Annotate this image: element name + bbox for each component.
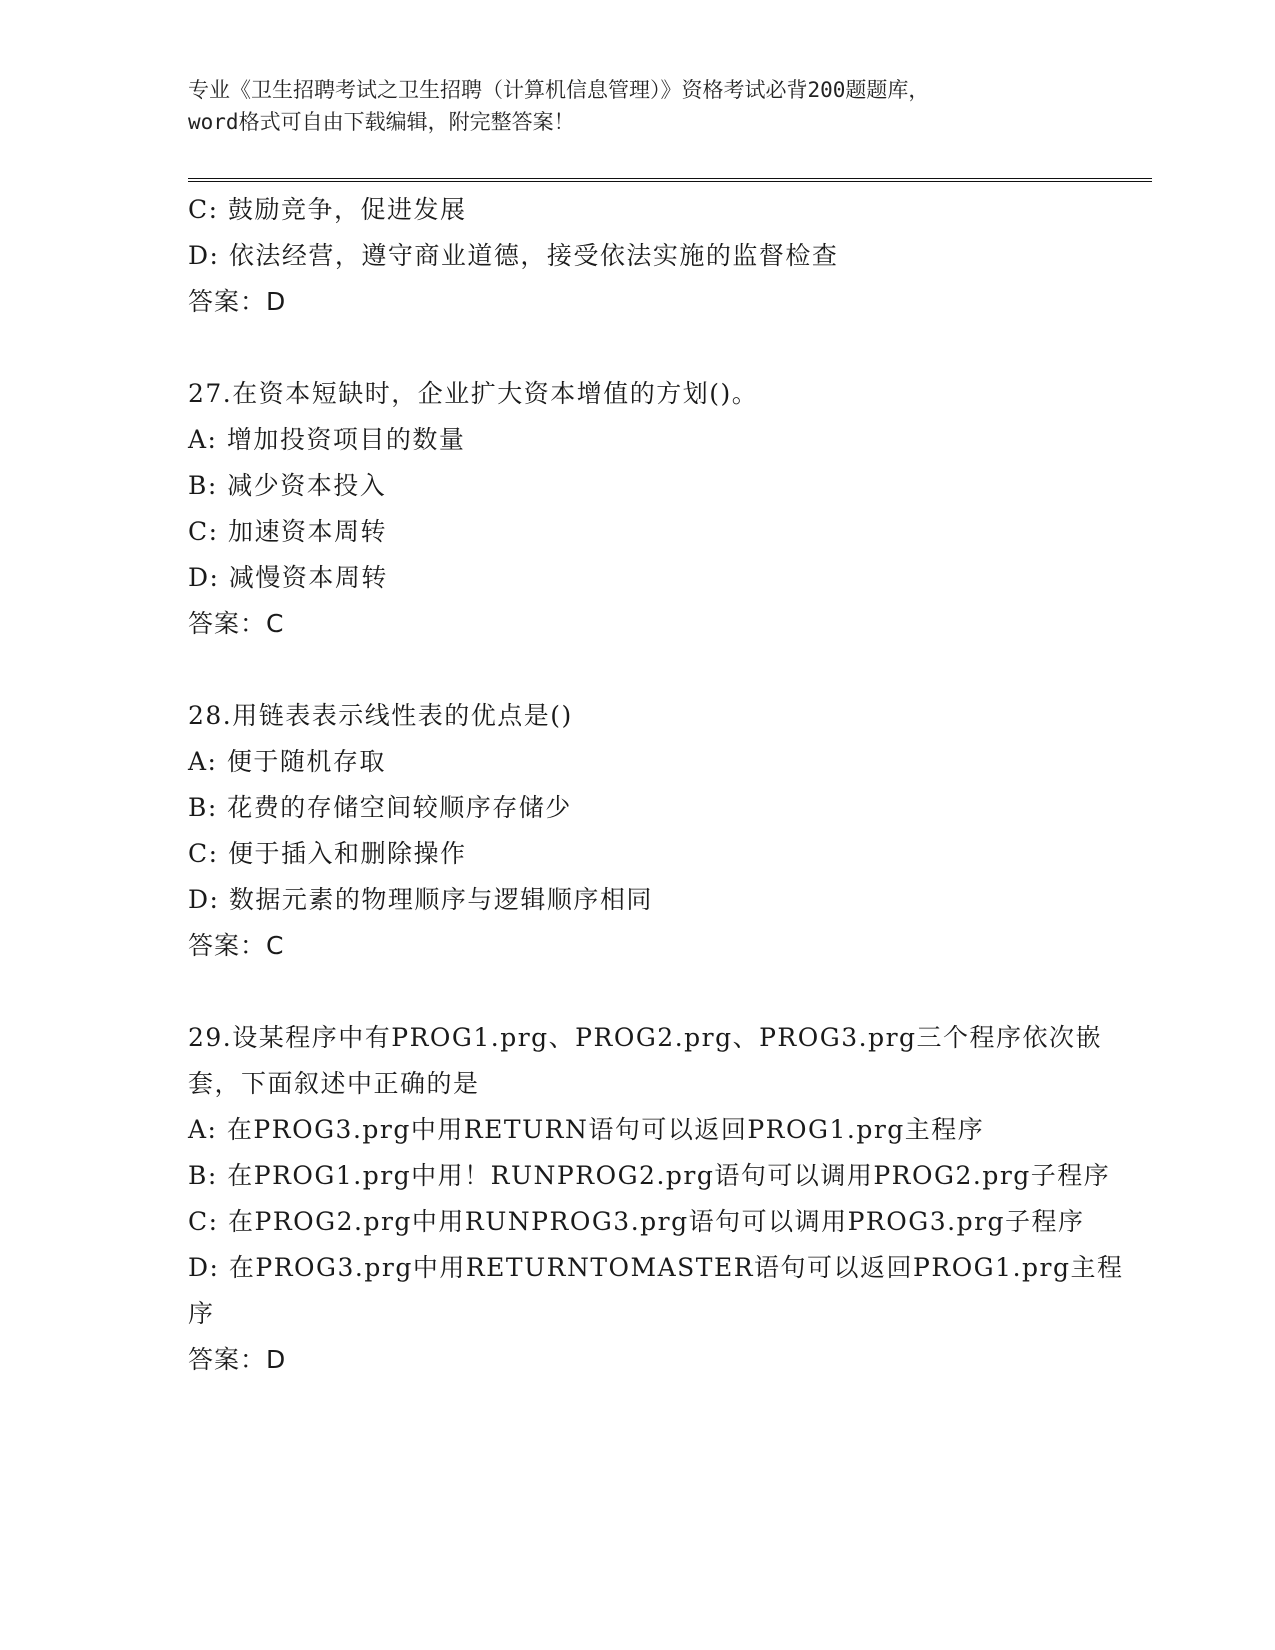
question-list (188, 187, 1124, 1383)
header-title-line-2: word格式可自由下载编辑，附完整答案！ (188, 110, 575, 134)
option-b: B: 减少资本投入 (188, 471, 387, 500)
header-title-line-1: 专业《卫生招聘考试之卫生招聘（计算机信息管理）》资格考试必背200题题库， (188, 78, 930, 102)
spacer (188, 325, 1088, 371)
answer-line: 答案：D (188, 1345, 287, 1374)
option-a: A: 在PROG3.prg中用RETURN语句可以返回PROG1.prg主程序 (188, 1115, 985, 1144)
spacer (188, 969, 1088, 1015)
question-block-27 (188, 371, 1088, 647)
option-c: C: 鼓励竞争，促进发展 (188, 195, 467, 224)
answer-line: 答案：C (188, 931, 285, 960)
question-block-prev (188, 187, 1088, 325)
document-header (188, 74, 1088, 138)
option-d: D: 依法经营，遵守商业道德，接受依法实施的监督检查 (188, 241, 839, 270)
option-d: D: 数据元素的物理顺序与逻辑顺序相同 (188, 885, 653, 914)
option-d-line-2: 序 (188, 1299, 215, 1328)
option-c: C: 加速资本周转 (188, 517, 387, 546)
header-divider (188, 178, 1152, 182)
option-a: A: 增加投资项目的数量 (188, 425, 466, 454)
option-b: B: 在PROG1.prg中用！RUNPROG2.prg语句可以调用PROG2.prg子程序 (188, 1161, 1111, 1190)
spacer (188, 647, 1088, 693)
question-block-28 (188, 693, 1088, 969)
question-stem-line-1: 29.设某程序中有PROG1.prg、PROG2.prg、PROG3.prg三个程序依次嵌 (188, 1023, 1103, 1052)
option-b: B: 花费的存储空间较顺序存储少 (188, 793, 572, 822)
answer-line: 答案：C (188, 609, 285, 638)
question-stem: 27.在资本短缺时，企业扩大资本增值的方划()。 (188, 379, 759, 408)
question-stem-line-2: 套，下面叙述中正确的是 (188, 1069, 480, 1098)
option-d: D: 减慢资本周转 (188, 563, 388, 592)
option-d-line-1: D: 在PROG3.prg中用RETURNTOMASTER语句可以返回PROG1.prg主程 (188, 1253, 1124, 1282)
answer-line: 答案：D (188, 287, 287, 316)
question-stem: 28.用链表表示线性表的优点是() (188, 701, 573, 730)
option-c: C: 便于插入和删除操作 (188, 839, 467, 868)
question-block-29 (188, 1015, 1124, 1383)
option-a: A: 便于随机存取 (188, 747, 386, 776)
option-c: C: 在PROG2.prg中用RUNPROG3.prg语句可以调用PROG3.prg子程序 (188, 1207, 1085, 1236)
